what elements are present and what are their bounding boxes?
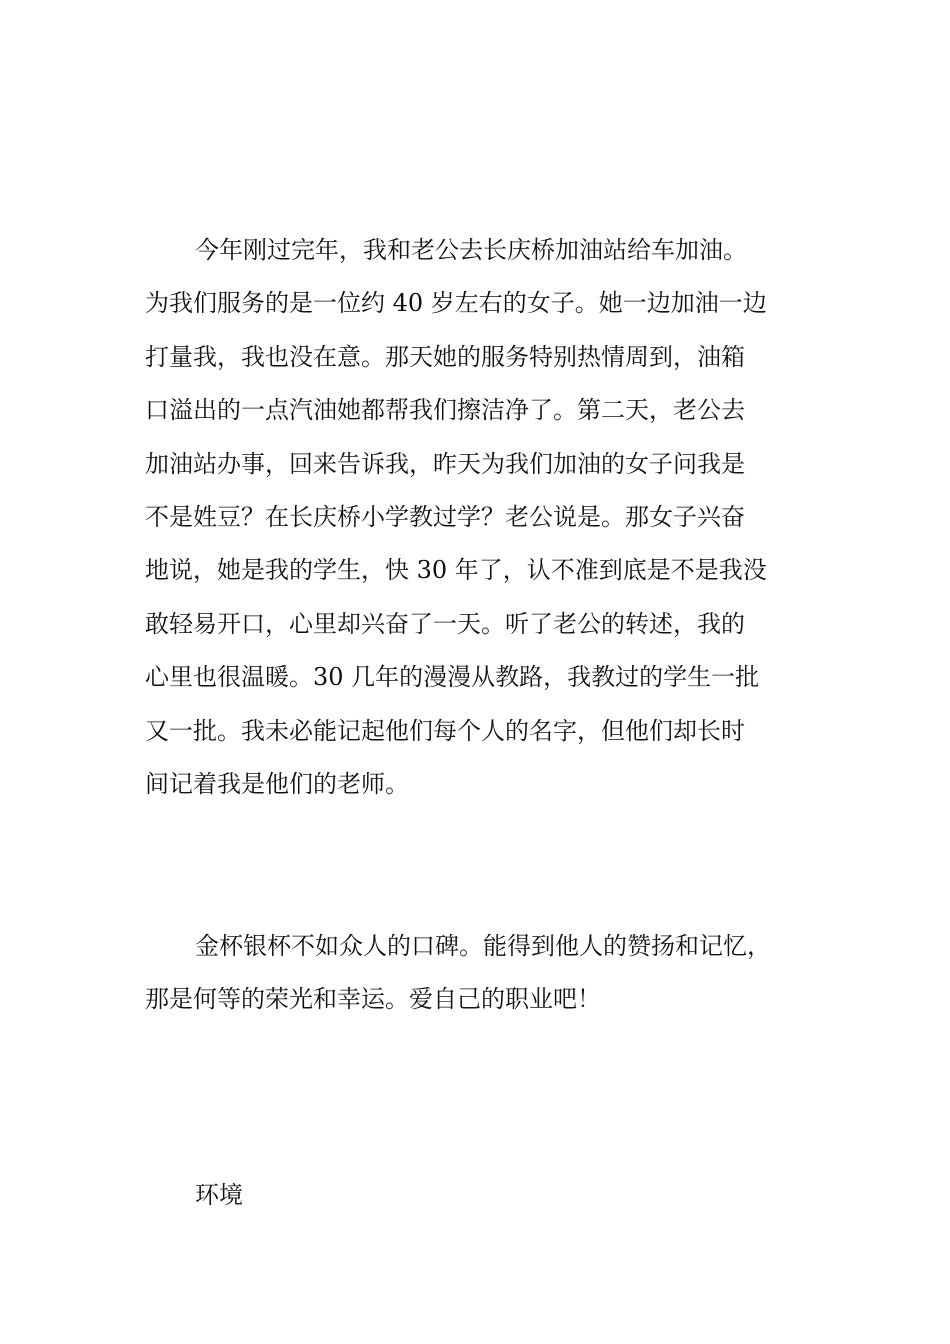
- paragraph-reputation: [145, 920, 810, 1027]
- paragraph-line: 间记着我是他们的老师。: [145, 769, 409, 798]
- section-heading-text: 环境: [195, 1181, 243, 1209]
- paragraph-line: 那是何等的荣光和幸运。爱自己的职业吧！: [145, 985, 601, 1014]
- paragraph-line: 心里也很温暖。30 几年的漫漫从教路，我教过的学生一批: [145, 663, 760, 692]
- paragraph-line: 敢轻易开口，心里却兴奋了一天。听了老公的转述，我的: [145, 609, 745, 638]
- paragraph-line: 打量我，我也没在意。那天她的服务特别热情周到，油箱: [145, 342, 745, 371]
- paragraph-line: 加油站办事，回来告诉我，昨天为我们加油的女子问我是: [145, 449, 745, 478]
- paragraph-line: 口溢出的一点汽油她都帮我们擦洁净了。第二天，老公去: [145, 396, 745, 425]
- paragraph-line: 金杯银杯不如众人的口碑。能得到他人的赞扬和记忆，: [195, 932, 771, 960]
- section-heading-environment: [145, 1169, 810, 1222]
- paragraph-line: 为我们服务的是一位约 40 岁左右的女子。她一边加油一边: [145, 289, 767, 318]
- paragraph-line: 今年刚过完年，我和老公去长庆桥加油站给车加油。: [195, 236, 747, 264]
- paragraph-line: 不是姓豆？在长庆桥小学教过学？老公说是。那女子兴奋: [145, 502, 745, 531]
- paragraph-gas-station-story: [145, 224, 810, 811]
- paragraph-line: 又一批。我未必能记起他们每个人的名字，但他们却长时: [145, 716, 745, 745]
- paragraph-line: 地说，她是我的学生，快 30 年了，认不准到底是不是我没: [145, 556, 767, 585]
